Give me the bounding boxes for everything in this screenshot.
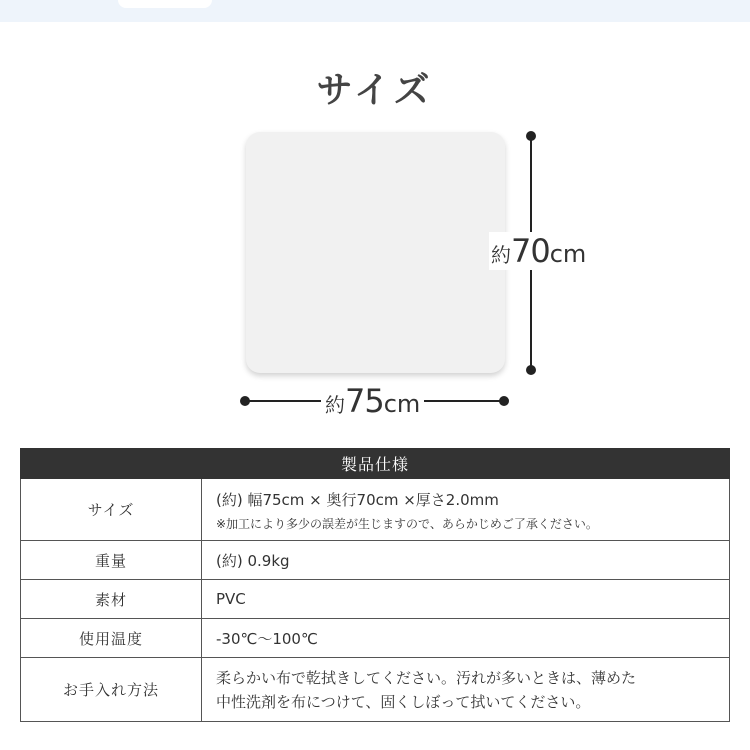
table-row: [21, 580, 730, 619]
spec-label: サイズ: [21, 479, 202, 541]
table-row: [21, 658, 730, 722]
height-value: 70: [511, 232, 550, 270]
spec-value: PVC: [202, 580, 730, 619]
spec-label: お手入れ方法: [21, 658, 202, 722]
height-dimension-label: [489, 232, 588, 270]
width-prefix: 約: [325, 393, 345, 417]
spec-value: -30℃～100℃: [202, 619, 730, 658]
spec-label: 重量: [21, 541, 202, 580]
spec-label: 素材: [21, 580, 202, 619]
width-line-right-dot: [499, 396, 509, 406]
spec-table-header: 製品仕様: [21, 449, 730, 479]
table-row: [21, 479, 730, 541]
top-tab-curve: [118, 0, 212, 8]
spec-value: (約) 0.9kg: [202, 541, 730, 580]
product-mat-illustration: [246, 132, 505, 373]
height-line-top-dot: [526, 131, 536, 141]
spec-table: [20, 448, 730, 722]
page-title: サイズ: [316, 70, 434, 111]
height-prefix: 約: [491, 243, 511, 267]
spec-label: 使用温度: [21, 619, 202, 658]
height-line-bottom-dot: [526, 365, 536, 375]
width-dimension-label: [321, 382, 424, 420]
spec-value-line: 柔らかい布で乾拭きしてください。汚れが多いときは、薄めた: [216, 668, 637, 687]
width-line-left-dot: [240, 396, 250, 406]
spec-value: [202, 479, 730, 541]
spec-value-text: (約) 幅75cm × 奥行70cm ×厚さ2.0mm: [216, 490, 499, 509]
table-row: [21, 619, 730, 658]
spec-value: [202, 658, 730, 722]
spec-value-line: 中性洗剤を布につけて、固くしぼって拭いてください。: [216, 692, 591, 711]
top-band: [0, 0, 750, 22]
spec-note: ※加工により多少の誤差が生じますので、あらかじめご了承ください。: [216, 516, 598, 531]
width-value: 75: [345, 382, 384, 420]
height-unit: cm: [549, 240, 587, 268]
table-row: [21, 541, 730, 580]
width-unit: cm: [383, 390, 421, 418]
